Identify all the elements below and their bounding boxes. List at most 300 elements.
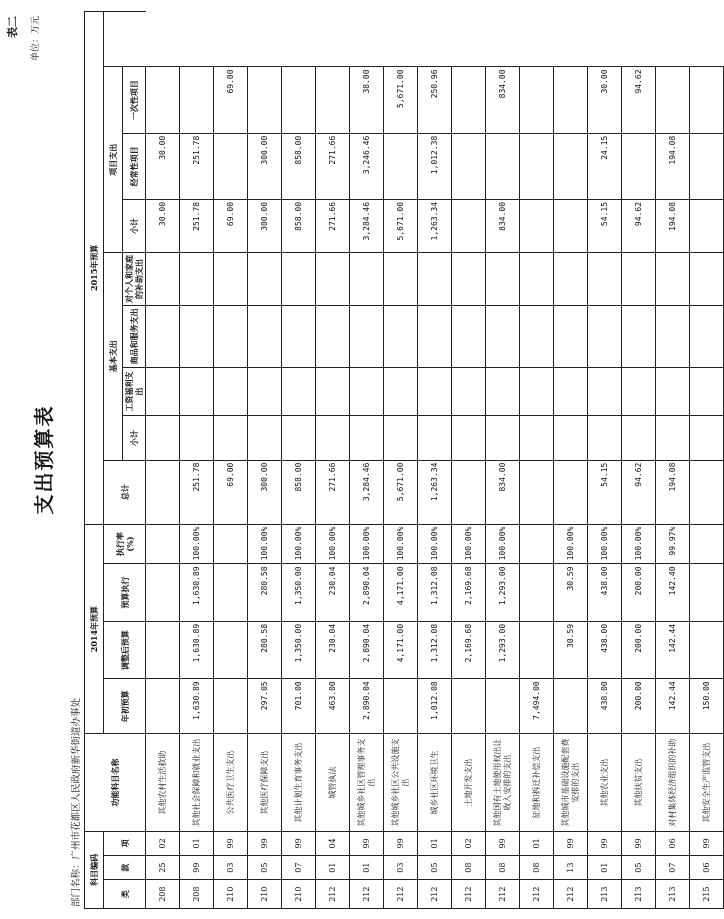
cell-2014-rate (146, 524, 180, 564)
cell-basic-salary (418, 367, 452, 416)
cell-2014-adjusted: 1,293.00 (486, 621, 520, 678)
cell-2014-adjusted: 438.00 (588, 621, 622, 678)
cell-project-recurring: 251.78 (180, 133, 214, 199)
cell-function-name: 其他国有土地使用权出让收入安排的支出 (486, 734, 520, 831)
cell-2014-exec (690, 564, 724, 621)
cell-project-onetime (316, 67, 350, 133)
cell-project-recurring: 194.08 (656, 133, 690, 199)
cell-function-name: 其他计划生育事务支出 (282, 734, 316, 831)
cell-2014-adjusted: 1,312.08 (418, 621, 452, 678)
cell-project-onetime (282, 67, 316, 133)
cell-project-onetime: 94.62 (622, 67, 656, 133)
cell-project-onetime (554, 67, 588, 133)
table-row (656, 12, 690, 909)
cell-2014-initial (214, 679, 248, 734)
cell-basic-personal (588, 252, 622, 305)
cell-lei: 213 (588, 880, 622, 909)
cell-2014-rate: 100.00% (452, 524, 486, 564)
cell-spacer (316, 12, 350, 67)
cell-basic-personal (622, 252, 656, 305)
cell-2014-exec: 142.40 (656, 564, 690, 621)
cell-2014-rate: 100.00% (418, 524, 452, 564)
cell-project-recurring (486, 133, 520, 199)
cell-kuan: 03 (214, 856, 248, 880)
cell-basic-salary (248, 367, 282, 416)
table-number-tag: 表二 (6, 16, 19, 38)
cell-2014-initial (486, 679, 520, 734)
table-row (282, 12, 316, 909)
cell-total (554, 460, 588, 524)
cell-2014-initial (146, 679, 180, 734)
cell-2014-rate: 100.00% (316, 524, 350, 564)
cell-project-subtotal: 251.78 (180, 199, 214, 252)
cell-basic-personal (520, 252, 554, 305)
cell-lei: 212 (486, 880, 520, 909)
page-title: 支出预算表 (32, 404, 56, 515)
cell-basic-salary (690, 367, 724, 416)
header-project-expenditure: 项目支出 (104, 67, 123, 253)
cell-project-subtotal: 94.62 (622, 199, 656, 252)
cell-total: 94.62 (622, 460, 656, 524)
cell-basic-personal (656, 252, 690, 305)
cell-2014-adjusted: 280.58 (248, 621, 282, 678)
cell-kuan: 05 (418, 856, 452, 880)
cell-total (146, 460, 180, 524)
cell-basic-subtotal (282, 416, 316, 460)
cell-2014-adjusted (520, 621, 554, 678)
cell-kuan: 05 (622, 856, 656, 880)
cell-basic-personal (146, 252, 180, 305)
cell-lei: 210 (214, 880, 248, 909)
cell-basic-goods (248, 306, 282, 368)
cell-basic-goods (384, 306, 418, 368)
cell-project-subtotal: 300.00 (248, 199, 282, 252)
cell-project-subtotal (520, 199, 554, 252)
cell-project-onetime: 834.00 (486, 67, 520, 133)
cell-xiang: 99 (350, 831, 384, 855)
cell-total: 69.00 (214, 460, 248, 524)
cell-function-name: 其他扶贫支出 (622, 734, 656, 831)
cell-function-name: 其他安全生产监管支出 (690, 734, 724, 831)
cell-basic-personal (350, 252, 384, 305)
cell-2014-exec: 230.04 (316, 564, 350, 621)
cell-basic-subtotal (656, 416, 690, 460)
cell-xiang: 99 (622, 831, 656, 855)
header-2015-budget: 2015年预算 (85, 12, 104, 525)
cell-2014-rate: 100.00% (282, 524, 316, 564)
cell-basic-subtotal (588, 416, 622, 460)
cell-2014-adjusted: 1,350.00 (282, 621, 316, 678)
cell-xiang: 99 (690, 831, 724, 855)
cell-2014-initial: 1,012.08 (418, 679, 452, 734)
cell-project-subtotal: 858.00 (282, 199, 316, 252)
cell-project-recurring (384, 133, 418, 199)
table-body (146, 12, 724, 909)
cell-2014-rate (690, 524, 724, 564)
cell-spacer (384, 12, 418, 67)
cell-2014-initial (554, 679, 588, 734)
cell-2014-initial: 1,630.89 (180, 679, 214, 734)
cell-project-onetime (656, 67, 690, 133)
cell-basic-personal (486, 252, 520, 305)
cell-total: 5,671.00 (384, 460, 418, 524)
cell-2014-adjusted: 30.59 (554, 621, 588, 678)
cell-basic-subtotal (690, 416, 724, 460)
cell-2014-exec (520, 564, 554, 621)
table-row (384, 12, 418, 909)
cell-basic-goods (146, 306, 180, 368)
table-row (690, 12, 724, 909)
cell-basic-salary (452, 367, 486, 416)
header-code-group: 科目编码 (85, 831, 104, 908)
cell-2014-initial: 2,890.04 (350, 679, 384, 734)
cell-basic-salary (622, 367, 656, 416)
cell-project-recurring: 858.00 (282, 133, 316, 199)
cell-2014-exec: 4,171.00 (384, 564, 418, 621)
cell-2014-exec: 1,312.08 (418, 564, 452, 621)
cell-project-recurring: 1,012.38 (418, 133, 452, 199)
cell-basic-salary (486, 367, 520, 416)
cell-function-name: 其他城市基础设施配套费安排的支出 (554, 734, 588, 831)
cell-project-onetime (520, 67, 554, 133)
cell-function-name: 土地开发支出 (452, 734, 486, 831)
cell-2014-exec: 2,890.04 (350, 564, 384, 621)
cell-total: 1,263.34 (418, 460, 452, 524)
cell-xiang: 02 (146, 831, 180, 855)
cell-basic-personal (384, 252, 418, 305)
cell-2014-rate: 100.00% (554, 524, 588, 564)
cell-2014-exec: 1,350.00 (282, 564, 316, 621)
cell-project-subtotal: 5,671.00 (384, 199, 418, 252)
cell-2014-adjusted: 230.04 (316, 621, 350, 678)
cell-kuan: 13 (554, 856, 588, 880)
cell-function-name: 其他农村生活救助 (146, 734, 180, 831)
cell-2014-adjusted: 1,630.89 (180, 621, 214, 678)
cell-basic-goods (520, 306, 554, 368)
table-row (588, 12, 622, 909)
cell-lei: 212 (554, 880, 588, 909)
cell-total: 858.00 (282, 460, 316, 524)
cell-basic-goods (282, 306, 316, 368)
cell-total (452, 460, 486, 524)
cell-project-onetime: 30.00 (588, 67, 622, 133)
cell-xiang: 99 (384, 831, 418, 855)
table-row (622, 12, 656, 909)
cell-basic-goods (656, 306, 690, 368)
cell-kuan: 05 (248, 856, 282, 880)
cell-kuan: 03 (384, 856, 418, 880)
cell-lei: 213 (656, 880, 690, 909)
cell-lei: 210 (282, 880, 316, 909)
header-basic-subtotal: 小计 (123, 416, 146, 460)
cell-kuan: 99 (180, 856, 214, 880)
cell-lei: 212 (350, 880, 384, 909)
cell-xiang: 99 (486, 831, 520, 855)
cell-2014-rate: 100.00% (486, 524, 520, 564)
cell-basic-goods (316, 306, 350, 368)
cell-basic-personal (214, 252, 248, 305)
cell-2014-rate: 100.00% (350, 524, 384, 564)
cell-2014-rate (520, 524, 554, 564)
cell-basic-salary (554, 367, 588, 416)
cell-xiang: 01 (180, 831, 214, 855)
cell-2014-adjusted (146, 621, 180, 678)
cell-lei: 212 (384, 880, 418, 909)
cell-2014-exec: 2,169.68 (452, 564, 486, 621)
cell-basic-salary (282, 367, 316, 416)
cell-kuan: 08 (520, 856, 554, 880)
cell-basic-subtotal (418, 416, 452, 460)
cell-basic-goods (690, 306, 724, 368)
cell-2014-initial: 438.00 (588, 679, 622, 734)
cell-project-recurring: 271.66 (316, 133, 350, 199)
cell-function-name: 其他医疗保障支出 (248, 734, 282, 831)
cell-2014-initial: 297.05 (248, 679, 282, 734)
cell-basic-subtotal (180, 416, 214, 460)
cell-2014-initial: 463.00 (316, 679, 350, 734)
header-project-recurring: 经常性项目 (123, 133, 146, 199)
header-basic-personal: 对个人和家庭的补助支出 (123, 252, 146, 305)
cell-2014-initial: 150.00 (690, 679, 724, 734)
cell-lei: 208 (180, 880, 214, 909)
cell-function-name: 其他社会保障和就业支出 (180, 734, 214, 831)
cell-spacer (690, 12, 724, 67)
cell-2014-initial: 7,494.00 (520, 679, 554, 734)
cell-kuan: 07 (656, 856, 690, 880)
cell-function-name: 对村集体经济组织的补助 (656, 734, 690, 831)
cell-basic-salary (316, 367, 350, 416)
cell-function-name: 城管执法 (316, 734, 350, 831)
cell-project-onetime: 250.96 (418, 67, 452, 133)
cell-total (690, 460, 724, 524)
cell-2014-exec: 280.58 (248, 564, 282, 621)
cell-2014-exec: 1,293.00 (486, 564, 520, 621)
cell-project-onetime (248, 67, 282, 133)
table-row (180, 12, 214, 909)
department-label: 部门名称：广州市花都区人民政府新华街道办事处 (71, 697, 82, 907)
cell-project-recurring: 3,246.46 (350, 133, 384, 199)
header-project-onetime: 一次性项目 (123, 67, 146, 133)
cell-total (520, 460, 554, 524)
cell-lei: 212 (316, 880, 350, 909)
cell-spacer (350, 12, 384, 67)
table-row (418, 12, 452, 909)
cell-lei: 212 (520, 880, 554, 909)
cell-basic-salary (384, 367, 418, 416)
cell-basic-subtotal (350, 416, 384, 460)
cell-2014-rate (214, 524, 248, 564)
cell-xiang: 02 (452, 831, 486, 855)
cell-spacer (622, 12, 656, 67)
cell-2014-rate: 100.00% (384, 524, 418, 564)
cell-spacer (486, 12, 520, 67)
cell-total: 194.08 (656, 460, 690, 524)
cell-xiang: 01 (418, 831, 452, 855)
table-row (316, 12, 350, 909)
cell-project-subtotal: 54.15 (588, 199, 622, 252)
cell-kuan: 06 (690, 856, 724, 880)
cell-project-subtotal: 69.00 (214, 199, 248, 252)
cell-2014-rate: 99.97% (656, 524, 690, 564)
table-row (146, 12, 180, 909)
cell-spacer (418, 12, 452, 67)
header-2014-initial: 年初预算 (104, 679, 146, 734)
cell-2014-adjusted: 142.44 (656, 621, 690, 678)
cell-project-subtotal: 271.66 (316, 199, 350, 252)
cell-2014-initial: 701.00 (282, 679, 316, 734)
cell-lei: 210 (248, 880, 282, 909)
cell-lei: 213 (622, 880, 656, 909)
cell-project-subtotal: 3,284.46 (350, 199, 384, 252)
cell-spacer (214, 12, 248, 67)
cell-total: 300.00 (248, 460, 282, 524)
cell-xiang: 99 (214, 831, 248, 855)
cell-2014-exec: 30.59 (554, 564, 588, 621)
cell-basic-goods (418, 306, 452, 368)
cell-project-subtotal (452, 199, 486, 252)
cell-function-name: 征地和拆迁补偿支出 (520, 734, 554, 831)
cell-project-subtotal (690, 199, 724, 252)
cell-2014-rate: 100.00% (622, 524, 656, 564)
cell-basic-personal (418, 252, 452, 305)
cell-spacer (180, 12, 214, 67)
cell-xiang: 06 (656, 831, 690, 855)
cell-basic-personal (282, 252, 316, 305)
cell-xiang: 99 (554, 831, 588, 855)
cell-basic-personal (248, 252, 282, 305)
cell-kuan: 01 (316, 856, 350, 880)
cell-basic-salary (146, 367, 180, 416)
cell-basic-personal (690, 252, 724, 305)
cell-basic-salary (214, 367, 248, 416)
cell-2014-rate: 100.00% (248, 524, 282, 564)
cell-project-onetime (180, 67, 214, 133)
header-2014-budget: 2014年预算 (85, 524, 104, 734)
cell-basic-salary (520, 367, 554, 416)
cell-project-recurring: 24.15 (588, 133, 622, 199)
table-row (520, 12, 554, 909)
cell-spacer (588, 12, 622, 67)
cell-total: 54.15 (588, 460, 622, 524)
cell-kuan: 08 (452, 856, 486, 880)
cell-function-name: 城乡社区环境卫生 (418, 734, 452, 831)
cell-basic-salary (180, 367, 214, 416)
cell-kuan: 01 (350, 856, 384, 880)
header-total: 总计 (104, 460, 146, 524)
header-basic-salary: 工资福利支出 (123, 367, 146, 416)
cell-project-onetime (452, 67, 486, 133)
header-project-subtotal: 小计 (123, 199, 146, 252)
header-2014-rate: 执行率(%) (104, 524, 146, 564)
cell-lei: 212 (418, 880, 452, 909)
cell-basic-subtotal (554, 416, 588, 460)
cell-project-recurring: 300.00 (248, 133, 282, 199)
cell-basic-goods (452, 306, 486, 368)
cell-project-onetime (146, 67, 180, 133)
cell-kuan: 25 (146, 856, 180, 880)
cell-2014-exec (214, 564, 248, 621)
cell-basic-subtotal (384, 416, 418, 460)
header-2014-exec: 预算执行 (104, 564, 146, 621)
cell-basic-personal (316, 252, 350, 305)
cell-project-recurring (520, 133, 554, 199)
cell-2014-adjusted: 200.00 (622, 621, 656, 678)
cell-basic-goods (554, 306, 588, 368)
cell-basic-personal (452, 252, 486, 305)
cell-2014-adjusted: 2,169.68 (452, 621, 486, 678)
header-basic-expenditure: 基本支出 (104, 252, 123, 460)
cell-basic-subtotal (316, 416, 350, 460)
cell-lei: 208 (146, 880, 180, 909)
cell-xiang: 99 (588, 831, 622, 855)
cell-2014-initial (384, 679, 418, 734)
table-row (452, 12, 486, 909)
table-row (350, 12, 384, 909)
unit-label: 单位：万元 (31, 16, 41, 62)
cell-2014-exec: 1,630.89 (180, 564, 214, 621)
cell-project-subtotal: 834.00 (486, 199, 520, 252)
cell-basic-goods (486, 306, 520, 368)
cell-basic-goods (180, 306, 214, 368)
cell-2014-exec (146, 564, 180, 621)
cell-basic-subtotal (248, 416, 282, 460)
cell-project-onetime: 5,671.00 (384, 67, 418, 133)
cell-project-onetime: 38.00 (350, 67, 384, 133)
header-lei: 类 (104, 880, 146, 909)
cell-2014-initial (452, 679, 486, 734)
cell-basic-salary (350, 367, 384, 416)
header-xiang: 项 (104, 831, 146, 855)
header-function-name: 功能科目名称 (85, 734, 146, 831)
cell-function-name: 其他城乡社区管理事务支出 (350, 734, 384, 831)
cell-spacer (146, 12, 180, 67)
table-row (554, 12, 588, 909)
cell-project-recurring (622, 133, 656, 199)
cell-kuan: 01 (588, 856, 622, 880)
cell-basic-personal (180, 252, 214, 305)
cell-basic-subtotal (622, 416, 656, 460)
cell-project-subtotal: 30.00 (146, 199, 180, 252)
cell-basic-subtotal (520, 416, 554, 460)
cell-function-name: 公共医疗卫生支出 (214, 734, 248, 831)
cell-2014-exec: 200.00 (622, 564, 656, 621)
cell-basic-subtotal (486, 416, 520, 460)
cell-project-recurring (452, 133, 486, 199)
expenditure-budget-table (84, 11, 724, 909)
header-basic-goods: 商品和服务支出 (123, 306, 146, 368)
cell-project-recurring (214, 133, 248, 199)
cell-xiang: 99 (282, 831, 316, 855)
cell-project-subtotal: 1,263.34 (418, 199, 452, 252)
cell-basic-goods (214, 306, 248, 368)
cell-xiang: 01 (520, 831, 554, 855)
header-kuan: 款 (104, 856, 146, 880)
cell-2014-exec: 438.00 (588, 564, 622, 621)
cell-spacer (248, 12, 282, 67)
cell-basic-salary (656, 367, 690, 416)
cell-project-subtotal (554, 199, 588, 252)
cell-2014-adjusted: 4,171.00 (384, 621, 418, 678)
cell-kuan: 07 (282, 856, 316, 880)
cell-basic-goods (588, 306, 622, 368)
cell-total: 3,284.46 (350, 460, 384, 524)
cell-basic-goods (350, 306, 384, 368)
cell-spacer (282, 12, 316, 67)
cell-basic-subtotal (214, 416, 248, 460)
cell-spacer (554, 12, 588, 67)
cell-2014-rate: 100.00% (588, 524, 622, 564)
table-row (486, 12, 520, 909)
